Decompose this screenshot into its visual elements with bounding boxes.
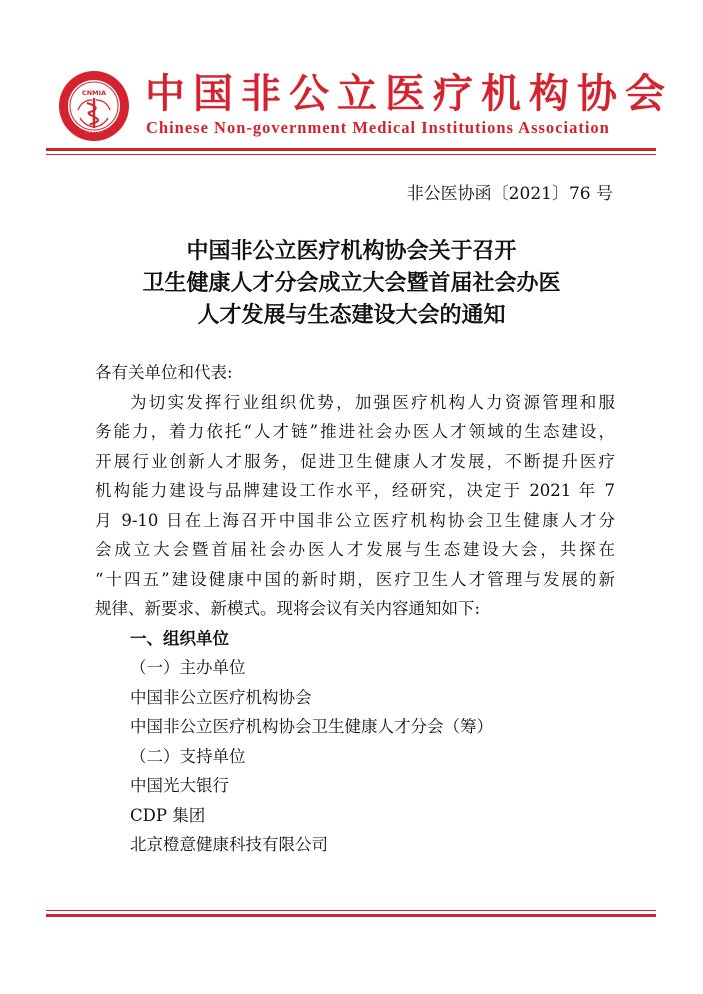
section-heading-organizers: 一、组织单位 xyxy=(130,628,229,648)
org-name-en: Chinese Non-government Medical Institutions Association xyxy=(146,118,610,137)
list-item: 北京橙意健康科技有限公司 xyxy=(130,835,328,854)
svg-text:· · · · · ·: · · · · · · xyxy=(85,130,103,136)
document-body xyxy=(95,358,615,860)
header-rule-thick xyxy=(46,148,656,151)
salutation: 各有关单位和代表: xyxy=(95,363,233,382)
header-rule-thin xyxy=(46,154,656,155)
title-line: 中国非公立医疗机构协会关于召开 xyxy=(186,238,517,264)
association-logo-icon xyxy=(58,70,130,142)
list-item: 中国光大银行 xyxy=(130,776,229,795)
list-item: CDP 集团 xyxy=(130,805,206,825)
list-item: 中国非公立医疗机构协会卫生健康人才分会（筹） xyxy=(130,717,493,736)
svg-text:· · · · · · ·: · · · · · · · xyxy=(83,81,105,87)
title-line: 人才发展与生态建设大会的通知 xyxy=(197,302,506,328)
document-title xyxy=(60,235,643,331)
paragraph-line: 务能力，着力依托“人才链”推进社会办医人才领域的生态建设， xyxy=(95,422,615,441)
document-number: 非公医协函〔2021〕76 号 xyxy=(406,184,613,204)
paragraph-line: 月 9-10 日在上海召开中国非公立医疗机构协会卫生健康人才分 xyxy=(95,510,615,530)
logo-abbrev: CNMIA xyxy=(81,89,107,97)
paragraph-line: 规律、新要求、新模式。现将会议有关内容通知如下: xyxy=(95,599,481,618)
footer-rule-thick xyxy=(46,914,656,917)
paragraph-line: “十四五”建设健康中国的新时期，医疗卫生人才管理与发展的新 xyxy=(95,569,615,589)
paragraph-line: 会成立大会暨首届社会办医人才发展与生态建设大会，共探在 xyxy=(95,540,615,559)
paragraph-line: 为切实发挥行业组织优势，加强医疗机构人力资源管理和服 xyxy=(130,392,615,412)
paragraph-line: 开展行业创新人才服务，促进卫生健康人才发展，不断提升医疗 xyxy=(95,451,615,471)
list-item: 中国非公立医疗机构协会 xyxy=(130,687,312,707)
letterhead xyxy=(0,0,703,160)
title-line: 卫生健康人才分会成立大会暨首届社会办医 xyxy=(142,270,561,296)
subsection-heading-supporters: （二）支持单位 xyxy=(130,746,246,766)
subsection-heading-hosts: （一）主办单位 xyxy=(130,658,246,677)
org-name-cn: 中国非公立医疗机构协会 xyxy=(145,71,673,117)
paragraph-line: 机构能力建设与品牌建设工作水平，经研究，决定于 2021 年 7 xyxy=(95,481,615,500)
footer-rule-thin xyxy=(46,910,656,911)
intro-paragraph xyxy=(95,388,615,624)
